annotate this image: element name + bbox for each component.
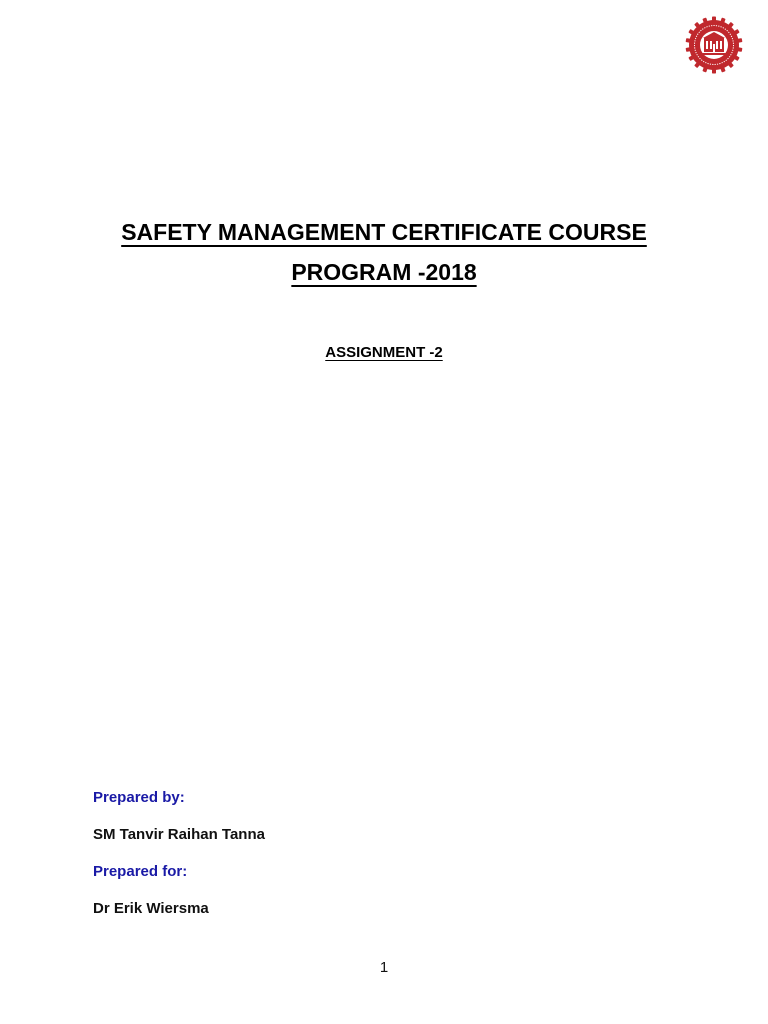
prepared-by-label: Prepared by:	[93, 789, 185, 806]
document-title-line-2	[0, 258, 768, 286]
assignment-heading	[0, 343, 768, 363]
document-title-text-2: PROGRAM -2018	[291, 259, 477, 285]
document-title-text-1: SAFETY MANAGEMENT CERTIFICATE COURSE	[121, 219, 647, 245]
prepared-for-value: Dr Erik Wiersma	[93, 900, 209, 917]
document-title-line-1	[0, 218, 768, 246]
prepared-by-value: SM Tanvir Raihan Tanna	[93, 826, 265, 843]
prepared-for-label: Prepared for:	[93, 863, 188, 880]
page-number: 1	[379, 959, 389, 976]
assignment-heading-text: ASSIGNMENT -2	[325, 344, 443, 361]
university-seal-icon	[685, 16, 743, 74]
